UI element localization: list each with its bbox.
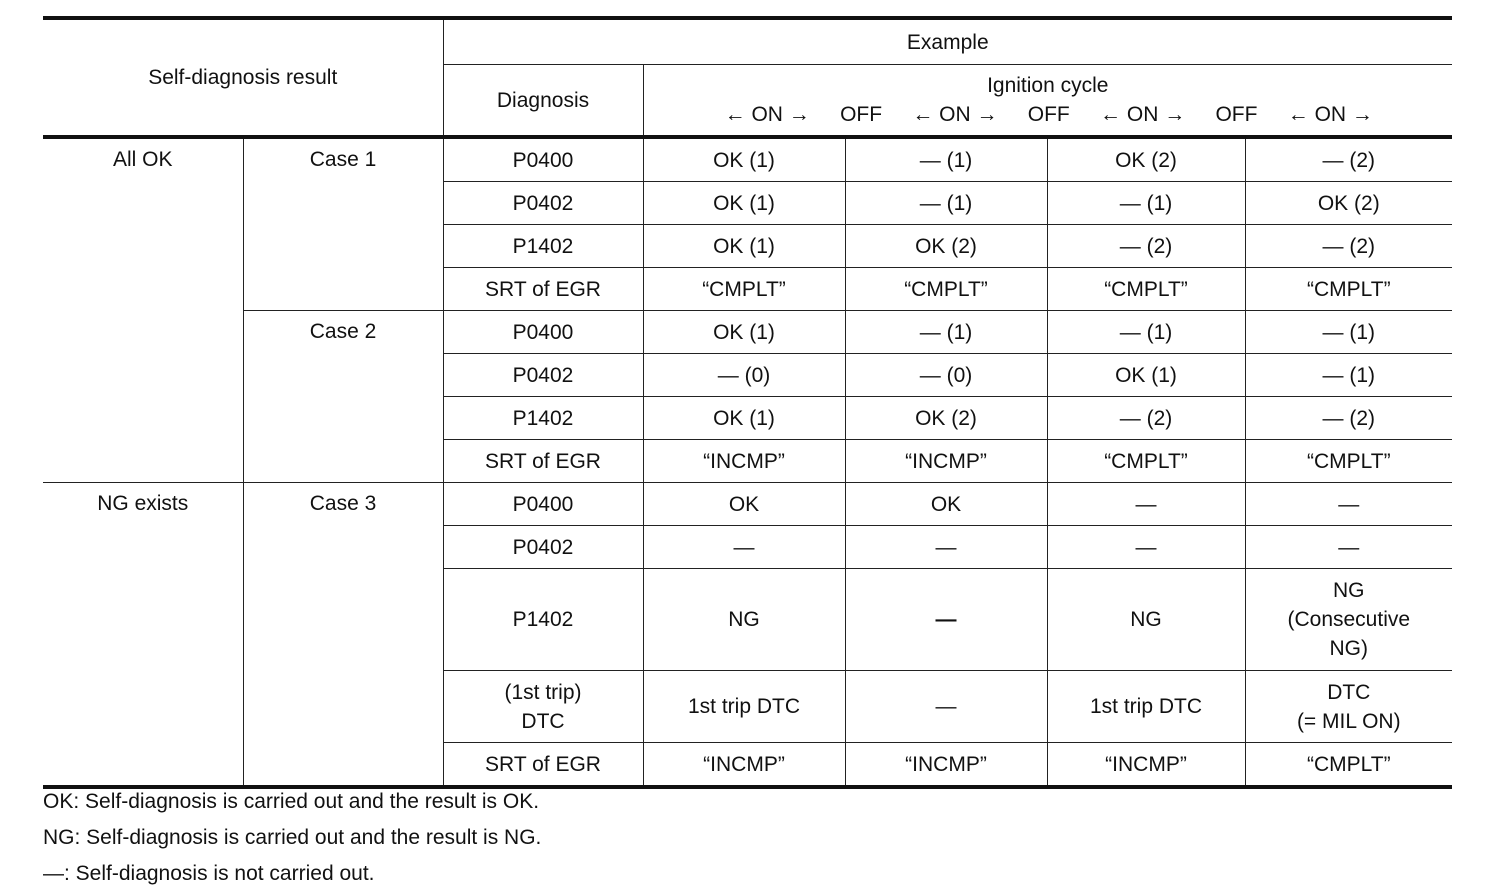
- value-cell: — (0): [643, 354, 845, 397]
- value-cell: “INCMP”: [845, 743, 1047, 788]
- value-cell: OK (2): [1245, 182, 1452, 225]
- value-cell: — (1): [1245, 311, 1452, 354]
- value-cell: “CMPLT”: [1047, 268, 1245, 311]
- diag-cell: P0402: [443, 526, 643, 569]
- cycle-off-1: OFF: [840, 103, 883, 126]
- cycle-off-3: OFF: [1215, 103, 1258, 126]
- value-cell: —: [1245, 526, 1452, 569]
- value-cell: “INCMP”: [845, 440, 1047, 483]
- value-cell-multiline: [1245, 671, 1452, 743]
- value-cell: —: [845, 569, 1047, 671]
- table-row: [43, 137, 1452, 182]
- diag-cell: SRT of EGR: [443, 268, 643, 311]
- diag-cell: P0402: [443, 182, 643, 225]
- value-line: DTC: [1327, 680, 1371, 704]
- value-cell: — (2): [1047, 397, 1245, 440]
- table-row: [43, 483, 1452, 526]
- value-cell: — (1): [1047, 311, 1245, 354]
- note-ng: NG: Self-diagnosis is carried out and the result is NG.: [43, 826, 542, 849]
- ignition-cycle-sequence: [648, 100, 1449, 129]
- group-all-ok: All OK: [43, 137, 243, 483]
- diag-cell: P1402: [443, 397, 643, 440]
- value-cell: —: [1245, 483, 1452, 526]
- value-cell: — (2): [1245, 137, 1452, 182]
- value-cell: —: [1047, 483, 1245, 526]
- table-row: [43, 311, 1452, 354]
- value-line: NG: [1333, 579, 1365, 602]
- diag-cell: P0402: [443, 354, 643, 397]
- note-dash: —: Self-diagnosis is not carried out.: [43, 862, 375, 885]
- value-cell: OK: [643, 483, 845, 526]
- diag-cell: P0400: [443, 311, 643, 354]
- value-cell: — (2): [1245, 225, 1452, 268]
- value-line: NG): [1329, 637, 1369, 660]
- note-ok: OK: Self-diagnosis is carried out and the result is OK.: [43, 790, 540, 813]
- value-cell: — (1): [845, 182, 1047, 225]
- cycle-on-1: ← ON →: [724, 103, 810, 126]
- diag-line: (1st trip): [504, 680, 582, 704]
- value-cell: —: [845, 671, 1047, 743]
- diag-cell: P0400: [443, 137, 643, 182]
- example-header: Example: [443, 18, 1452, 65]
- diag-cell: SRT of EGR: [443, 440, 643, 483]
- diag-line: DTC: [521, 709, 565, 733]
- value-cell: “INCMP”: [643, 743, 845, 788]
- cycle-off-2: OFF: [1027, 103, 1070, 126]
- value-cell: —: [1047, 526, 1245, 569]
- value-cell: — (1): [845, 137, 1047, 182]
- value-cell: “INCMP”: [1047, 743, 1245, 788]
- diag-cell: P1402: [443, 225, 643, 268]
- value-cell: NG: [643, 569, 845, 671]
- value-cell: —: [643, 526, 845, 569]
- value-cell: 1st trip DTC: [643, 671, 845, 743]
- value-cell: OK (2): [845, 397, 1047, 440]
- diag-cell-multiline: [443, 671, 643, 743]
- case-2: Case 2: [243, 311, 443, 483]
- value-cell-multiline: [1245, 569, 1452, 671]
- value-cell: OK (1): [1047, 354, 1245, 397]
- diag-cell: P0400: [443, 483, 643, 526]
- value-cell: “CMPLT”: [845, 268, 1047, 311]
- diag-cell: P1402: [443, 569, 643, 671]
- self-diagnosis-result-header: Self-diagnosis result: [43, 18, 443, 137]
- value-cell: — (2): [1047, 225, 1245, 268]
- value-cell: —: [845, 526, 1047, 569]
- value-cell: OK (2): [1047, 137, 1245, 182]
- value-cell: OK (1): [643, 137, 845, 182]
- value-cell: 1st trip DTC: [1047, 671, 1245, 743]
- value-cell: OK (1): [643, 225, 845, 268]
- value-cell: “CMPLT”: [643, 268, 845, 311]
- value-cell: — (1): [1245, 354, 1452, 397]
- table-header-row: [43, 18, 1452, 65]
- ignition-cycle-label: Ignition cycle: [987, 74, 1109, 97]
- cycle-on-4: ← ON →: [1287, 103, 1373, 126]
- self-diagnosis-table: [43, 16, 1452, 789]
- value-cell: — (2): [1245, 397, 1452, 440]
- cycle-on-2: ← ON →: [912, 103, 998, 126]
- ignition-cycle-header: [643, 65, 1452, 138]
- value-cell: OK (1): [643, 182, 845, 225]
- diag-cell: SRT of EGR: [443, 743, 643, 788]
- value-cell: “INCMP”: [643, 440, 845, 483]
- case-1: Case 1: [243, 137, 443, 311]
- cycle-on-3: ← ON →: [1100, 103, 1186, 126]
- group-ng-exists: NG exists: [43, 483, 243, 788]
- diagnosis-header: Diagnosis: [443, 65, 643, 138]
- value-cell: — (0): [845, 354, 1047, 397]
- value-cell: “CMPLT”: [1245, 268, 1452, 311]
- value-line: (Consecutive: [1287, 608, 1411, 631]
- value-cell: “CMPLT”: [1047, 440, 1245, 483]
- value-cell: “CMPLT”: [1245, 440, 1452, 483]
- value-cell: — (1): [1047, 182, 1245, 225]
- value-cell: OK (2): [845, 225, 1047, 268]
- value-cell: NG: [1047, 569, 1245, 671]
- value-cell: OK (1): [643, 311, 845, 354]
- value-cell: — (1): [845, 311, 1047, 354]
- case-3: Case 3: [243, 483, 443, 788]
- value-line: (= MIL ON): [1296, 709, 1401, 733]
- value-cell: OK: [845, 483, 1047, 526]
- value-cell: “CMPLT”: [1245, 743, 1452, 788]
- value-cell: OK (1): [643, 397, 845, 440]
- legend-notes: [43, 784, 541, 892]
